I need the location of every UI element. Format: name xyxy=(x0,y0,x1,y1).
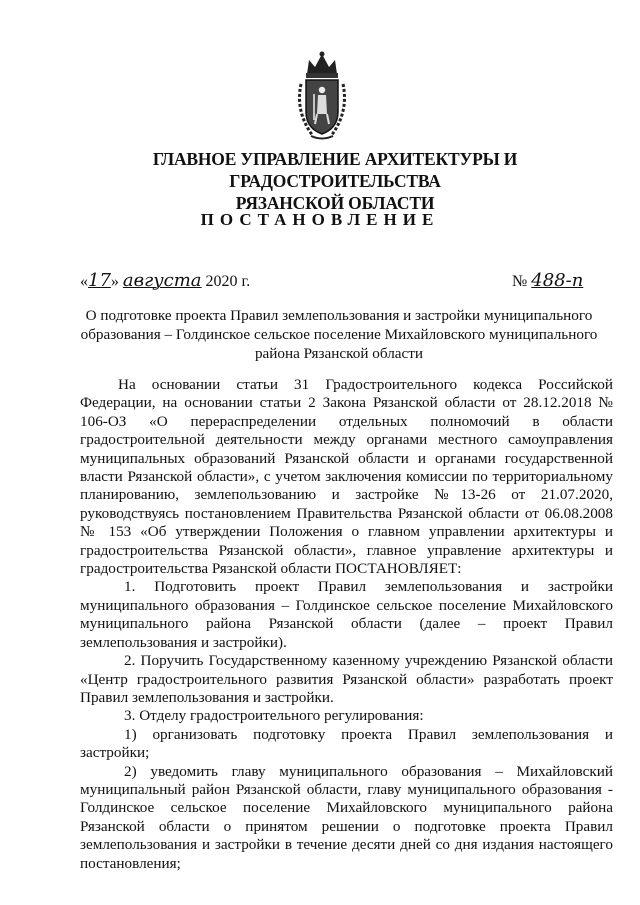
paragraph-subitem-1: 1) организовать подготовку проекта Правил землепользования и застройки; xyxy=(80,725,613,762)
paragraph-subitem-2: 2) уведомить главу муниципального образования – Михайловский муниципальный район Рязанской области, главу муниципального образования - Голдинское сельское поселение Михайловского муниципального района Рязанской области о принятом решении о подготовке проекта Правил землепользования и застройки в течение десяти дней со дня издания настоящего постановления; xyxy=(80,762,613,872)
date-year: 2020 г. xyxy=(205,273,251,290)
document-date xyxy=(80,270,250,291)
number-label: № xyxy=(512,273,528,290)
document-subject xyxy=(80,306,598,363)
quote-open: « xyxy=(80,273,88,290)
agency-name-line1: ГЛАВНОЕ УПРАВЛЕНИЕ АРХИТЕКТУРЫ И ГРАДОСТРОИТЕЛЬСТВА xyxy=(152,149,518,191)
paragraph-item-3: 3. Отделу градостроительного регулирования: xyxy=(124,707,424,725)
subject-line3: района Рязанской области xyxy=(254,345,424,362)
date-month: августа xyxy=(122,270,202,291)
document-body xyxy=(80,376,613,873)
paragraph-item-1: 1. Подготовить проект Правил землепользования и застройки муниципального образования – Голдинское сельское поселение Михайловского муниципального района Рязанской области (далее – проект Правил землепользования и застройки). xyxy=(80,578,613,651)
subject-line1: О подготовке проекта Правил землепользования и застройки муниципального xyxy=(85,307,593,324)
quote-close: » xyxy=(110,273,119,290)
paragraph-item-2: 2. Поручить Государственному казенному учреждению Рязанской области «Центр градостроительного развития Рязанской области» разработать проект Правил землепользования и застройки. xyxy=(80,652,613,706)
subject-line2: образования – Голдинское сельское поселение Михайловского муниципального xyxy=(80,326,598,343)
agency-name-line2: РЯЗАНСКОЙ ОБЛАСТИ xyxy=(235,193,435,213)
date-day: 17 xyxy=(88,270,111,291)
coat-of-arms-icon xyxy=(293,50,351,142)
number-value: 488-п xyxy=(531,270,584,291)
paragraph-preamble: На основании статьи 31 Градостроительного кодекса Российской Федерации, на основании статьи 2 Закона Рязанской области от 28.12.2018 № 106-ОЗ «О перераспределении отдельных полномочий в области градостроительной деятельности между органами местного самоуправления муниципальных образований Рязанской области и органами государственной власти Рязанской области», с учетом заключения комиссии по территориальному планированию, землепользованию и застройке №13-26 от 21.07.2020, руководствуясь постановлением Правительства Рязанской области от 06.08.2008 № 153 «Об утверждении Положения о главном управлении архитектуры и градостроительства Рязанской области», главное управление архитектуры и градостроительства Рязанской области ПОСТАНОВЛЯЕТ: xyxy=(80,376,613,578)
document-number xyxy=(512,270,583,291)
document-type: ПОСТАНОВЛЕНИЕ xyxy=(200,210,440,229)
agency-name xyxy=(60,148,610,214)
